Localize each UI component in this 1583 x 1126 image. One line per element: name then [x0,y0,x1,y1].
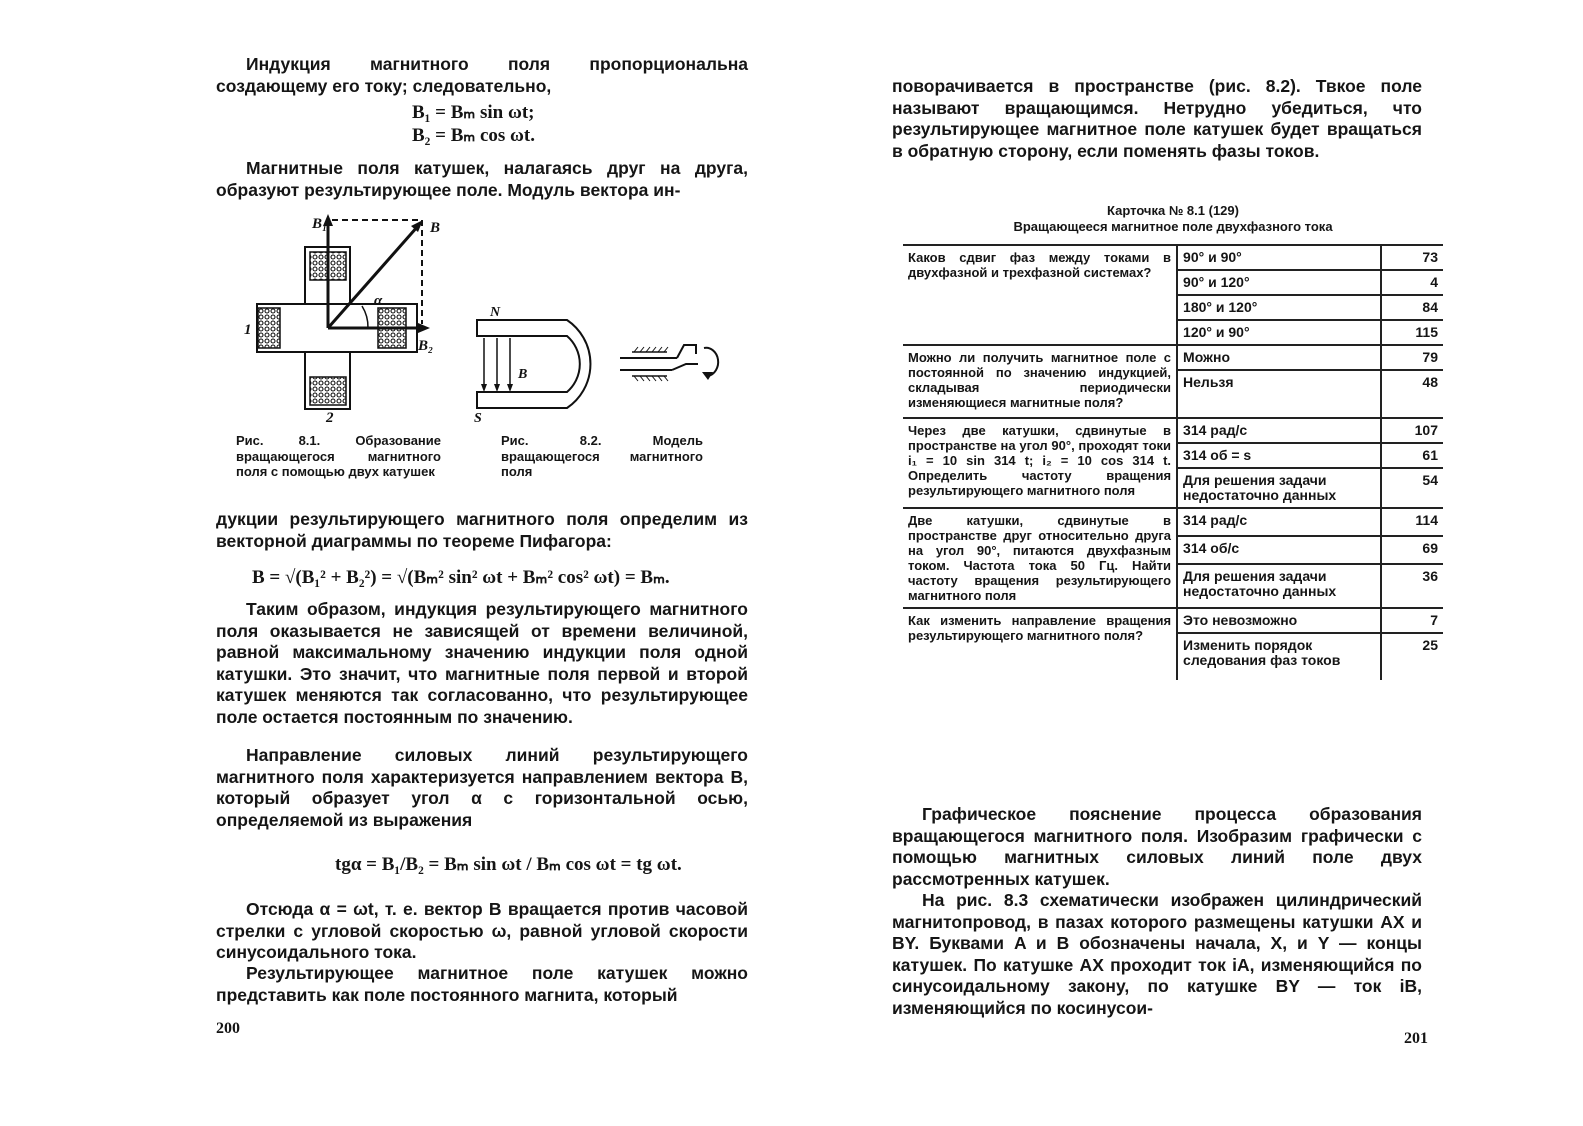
figure-8-2-magnet-model [472,300,732,425]
card-answer[interactable]: Для решения задачи недостаточно данных [1177,564,1381,608]
figure-8-1-coils-diagram [240,212,450,422]
left-paragraph-7: Результирующее магнитное поле катушек можно представить как поле постоянного магнита, который [216,963,748,1005]
card-answer[interactable]: Для решения задачи недостаточно данных [1177,468,1381,508]
right-paragraph-3: На рис. 8.3 схематически изображен цилиндрический магнитопровод, в пазах которого размещены катушки AX и BY. Буквами A и B обозначены начала, X, и Y — концы катушек. По катушке AX проходит ток iA, изменяющийся по синусоидальному закону, по катушке BY — ток iB, изменяющийся по косинусои- [892,890,1422,1018]
card-row [903,345,1443,370]
equation-b1: B₁ = Bₘ sin ωt; [412,102,535,123]
card-answer-number: 61 [1381,443,1443,468]
label-b: B [430,220,441,236]
card-question: Две катушки, сдвинутые в пространстве друг относительно друга на угол 90°, питаются двухфазным током. Частота тока 50 Гц. Найти частоту вращения результирующего магнитного поля [903,508,1177,608]
card-subtitle: Вращающееся магнитное поле двухфазного тока [1013,219,1333,234]
left-paragraph-2: Магнитные поля катушек, налагаясь друг на друга, образуют результирующее поле. Модуль вектора ин- [216,158,748,200]
card-row [903,418,1443,443]
card-answer-number: 36 [1381,564,1443,608]
equation-tangent: tgα = B₁/B₂ = Bₘ sin ωt / Bₘ cos ωt = tg ωt. [335,854,682,875]
card-question: Как изменить направление вращения результирующего магнитного поля? [903,608,1177,680]
coil-1-left [258,308,280,348]
right-paragraph-2: Графическое пояснение процесса образования вращающегося магнитного поля. Изобразим графически с помощью магнитных силовых линий поле двух рассмотренных катушек. [892,804,1422,889]
card-answer-number: 48 [1381,370,1443,418]
label-coil-2: 2 [326,410,334,422]
figure-8-1-caption: Рис. 8.1. Образование вращающегося магнитного поля с помощью двух катушек [236,433,441,479]
quiz-card-table [903,244,1443,680]
right-paragraph-1: поворачивается в пространстве (рис. 8.2). Твкое поле называют вращающимся. Нетрудно убедиться, что результирующее магнитное поле катушек будет вращаться в обратную сторону, если поменять фазы токов. [892,76,1422,161]
card-row [903,508,1443,536]
coil-2-bottom [310,377,346,405]
card-question: Можно ли получить магнитное поле с постоянной по значению индукцией, складывая периодически изменяющиеся магнитные поля? [903,345,1177,418]
equation-b2: B₂ = Bₘ cos ωt. [412,125,535,146]
label-b2: B₂ [418,338,434,354]
card-answer[interactable]: 90° и 90° [1177,245,1381,270]
card-answer[interactable]: Изменить порядок следования фаз токов [1177,633,1381,680]
label-n: N [490,305,501,320]
card-answer[interactable]: Это невозможно [1177,608,1381,633]
card-answer-number: 7 [1381,608,1443,633]
card-answer-number: 79 [1381,345,1443,370]
label-alpha: α [374,293,383,309]
card-answer[interactable]: 90° и 120° [1177,270,1381,295]
label-b-field: B [518,367,528,382]
card-answer-number: 69 [1381,536,1443,564]
equation-pythagoras: B = √(B₁² + B₂²) = √(Bₘ² sin² ωt + Bₘ² cos² ωt) = Bₘ. [252,567,670,588]
card-answer-number: 115 [1381,320,1443,345]
card-title: Карточка № 8.1 (129) [1107,203,1239,218]
label-coil-1: 1 [244,322,252,338]
left-paragraph-5: Направление силовых линий результирующего магнитного поля характеризуется направлением вектора B, который образует угол α с горизонтальной осью, определяемой из выражения [216,745,748,830]
card-answer-number: 114 [1381,508,1443,536]
card-answer[interactable]: Нельзя [1177,370,1381,418]
card-answer-number: 84 [1381,295,1443,320]
card-answer[interactable]: 314 рад/с [1177,418,1381,443]
left-paragraph-3: дукции результирующего магнитного поля определим из векторной диаграммы по теореме Пифагора: [216,509,748,551]
card-answer[interactable]: 180° и 120° [1177,295,1381,320]
card-answer[interactable]: 120° и 90° [1177,320,1381,345]
card-row [903,245,1443,270]
figure-8-2-caption: Рис. 8.2. Модель вращающегося магнитного поля [501,433,703,479]
left-paragraph-4: Таким образом, индукция результирующего магнитного поля оказывается не зависящей от времени величиной, равной максимальному значению индукции поля одной катушки. Это значит, что магнитные поля первой и второй катушек меняются так согласованно, что результирующее поле остается постоянным по значению. [216,599,748,727]
card-answer-number: 25 [1381,633,1443,680]
card-answer-number: 73 [1381,245,1443,270]
card-answer[interactable]: 314 об/с [1177,536,1381,564]
page-number-left: 200 [216,1020,240,1037]
card-question: Через две катушки, сдвинутые в пространстве на угол 90°, проходят токи i₁ = 10 sin 314 t; i₂ = 10 cos 314 t. Определить частоту вращения результирующего магнитного поля [903,418,1177,508]
label-b1: B₁ [312,216,328,232]
card-answer[interactable]: Можно [1177,345,1381,370]
card-answer[interactable]: 314 рад/с [1177,508,1381,536]
right-page [790,0,1583,1126]
card-answer[interactable]: 314 об = s [1177,443,1381,468]
left-paragraph-1: Индукция магнитного поля пропорциональна создающему его току; следовательно, [216,54,748,96]
left-paragraph-6: Отсюда α = ωt, т. е. вектор B вращается против часовой стрелки с угловой скоростью ω, равной угловой скорости синусоидального тока. [216,899,748,962]
card-question: Каков сдвиг фаз между токами в двухфазной и трехфазной системах? [903,245,1177,345]
left-page [0,0,790,1126]
card-answer-number: 54 [1381,468,1443,508]
card-answer-number: 4 [1381,270,1443,295]
card-row [903,608,1443,633]
label-s: S [474,411,482,425]
page-number-right: 201 [1404,1030,1428,1047]
card-answer-number: 107 [1381,418,1443,443]
